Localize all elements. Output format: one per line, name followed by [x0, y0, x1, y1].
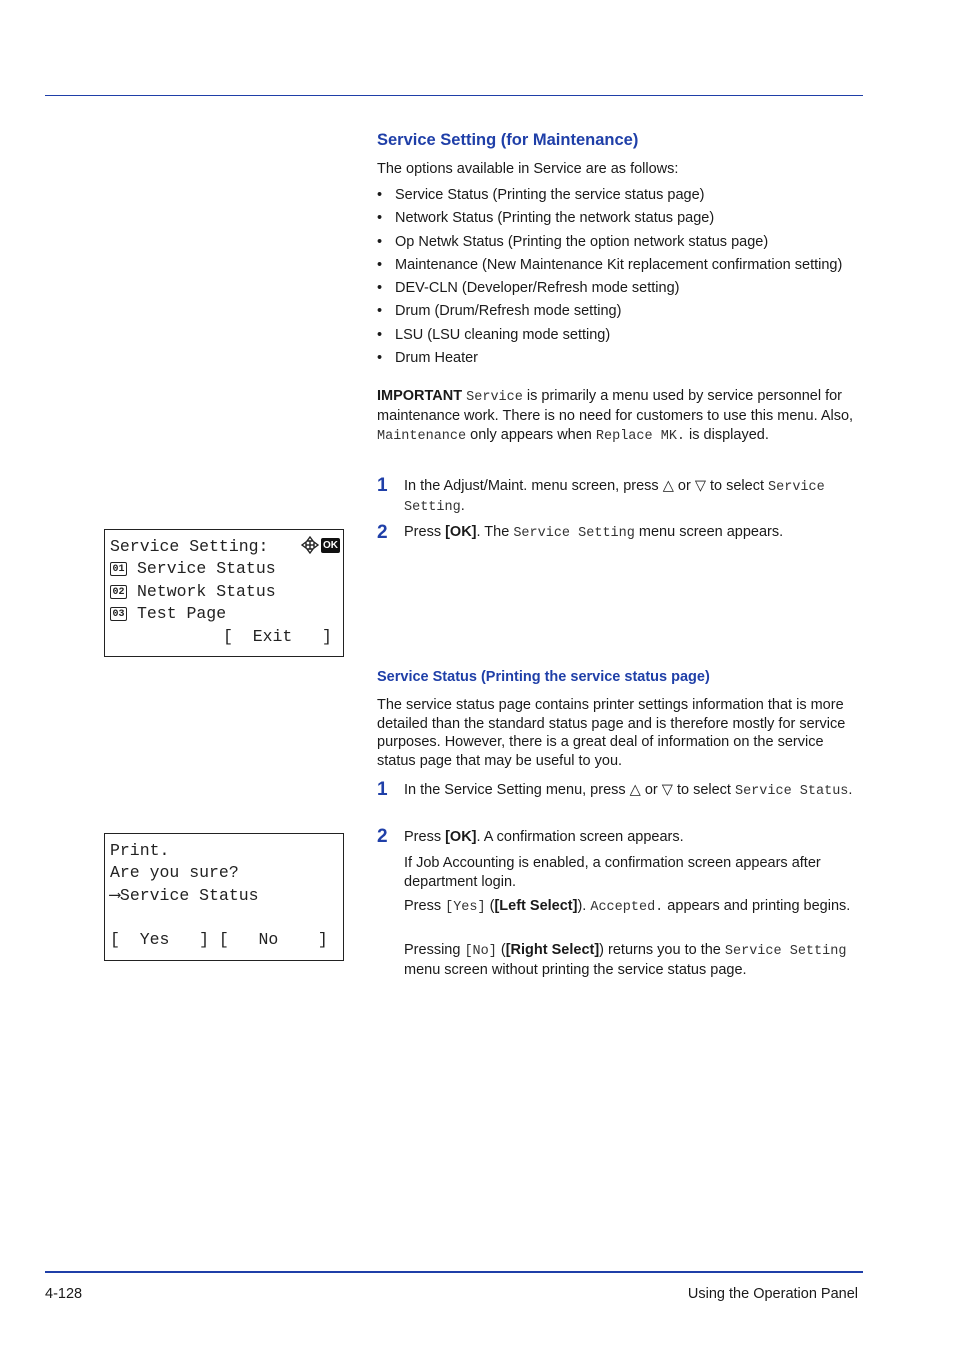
- list-item: • DEV-CLN (Developer/Refresh mode setting): [377, 280, 680, 297]
- lcd-menu-item: 02 Network Status: [110, 582, 276, 602]
- step-text: In the Adjust/Maint. menu screen, press △ or ▽ to select Service Setting.: [404, 478, 825, 515]
- subsection-body: The service status page contains printer settings information that is more detailed than the standard status page and is therefore mostly for service purposes. However, there is a great deal of information on the service status page that may be useful to you.: [377, 697, 846, 769]
- important-label: IMPORTANT: [377, 388, 463, 404]
- options-list: [377, 186, 842, 372]
- list-item: • Maintenance (New Maintenance Kit replacement confirmation setting): [377, 256, 843, 273]
- navigation-cross-icon: [301, 536, 319, 554]
- chapter-title: Using the Operation Panel: [687, 1286, 858, 1302]
- item-number-badge: 02: [110, 585, 127, 599]
- item-number-badge: 01: [110, 562, 127, 576]
- section-title: Service Setting (for Maintenance): [377, 131, 639, 149]
- list-item: • Drum Heater: [377, 350, 478, 367]
- intro-text: The options available in Service are as follows:: [377, 161, 679, 177]
- lcd-exit-softkey: [ Exit ]: [223, 627, 332, 646]
- lcd-line: ⟶Service Status: [110, 886, 259, 905]
- step-number: 2: [377, 522, 388, 543]
- lcd-line: Are you sure?: [110, 863, 239, 882]
- list-item: • Service Status (Printing the service status page): [377, 187, 705, 203]
- step-text: Press [OK]. The Service Setting menu screen appears.: [404, 524, 784, 541]
- list-item: • Network Status (Printing the network status page): [377, 210, 715, 227]
- lcd-title: Service Setting:: [110, 537, 269, 556]
- lcd-menu-item: 03 Test Page: [110, 604, 226, 624]
- footer-rule: [45, 1271, 863, 1273]
- step-text: In the Service Setting menu, press △ or ▽ to select Service Status.: [404, 782, 853, 799]
- header-rule: [45, 95, 863, 96]
- step-paragraph: Pressing [No] ([Right Select]) returns you to the Service Setting menu screen without printing the service status page.: [404, 942, 847, 978]
- item-number-badge: 03: [110, 607, 127, 621]
- ok-key-icon: OK: [323, 540, 338, 551]
- lcd-menu-item: 01 Service Status: [110, 559, 276, 579]
- step-paragraph: If Job Accounting is enabled, a confirmation screen appears after department login.: [404, 855, 821, 890]
- list-item: • Drum (Drum/Refresh mode setting): [377, 303, 622, 320]
- lcd-confirmation-screen: [104, 833, 344, 961]
- important-note: IMPORTANT Service is primarily a menu used by service personnel for maintenance work. There is no need for customers to use this menu. Also, Maintenance only appears when Replace MK. is displayed.: [377, 388, 854, 444]
- page-number: 4-128: [45, 1286, 83, 1302]
- lcd-line: Print.: [110, 841, 170, 860]
- step-number: 1: [377, 475, 388, 496]
- list-item: • Op Netwk Status (Printing the option network status page): [377, 233, 769, 250]
- list-item: • LSU (LSU cleaning mode setting): [377, 326, 611, 343]
- lcd-service-setting-screen: [104, 529, 344, 657]
- step-paragraph: Press [Yes] ([Left Select]). Accepted. appears and printing begins.: [404, 898, 851, 915]
- step-text: Press [OK]. A confirmation screen appears.: [404, 829, 684, 845]
- subsection-title: Service Status (Printing the service status page): [377, 669, 710, 685]
- step-number: 2: [377, 826, 388, 847]
- lcd-softkeys: [ Yes ] [ No ]: [110, 930, 328, 949]
- step-number: 1: [377, 779, 388, 800]
